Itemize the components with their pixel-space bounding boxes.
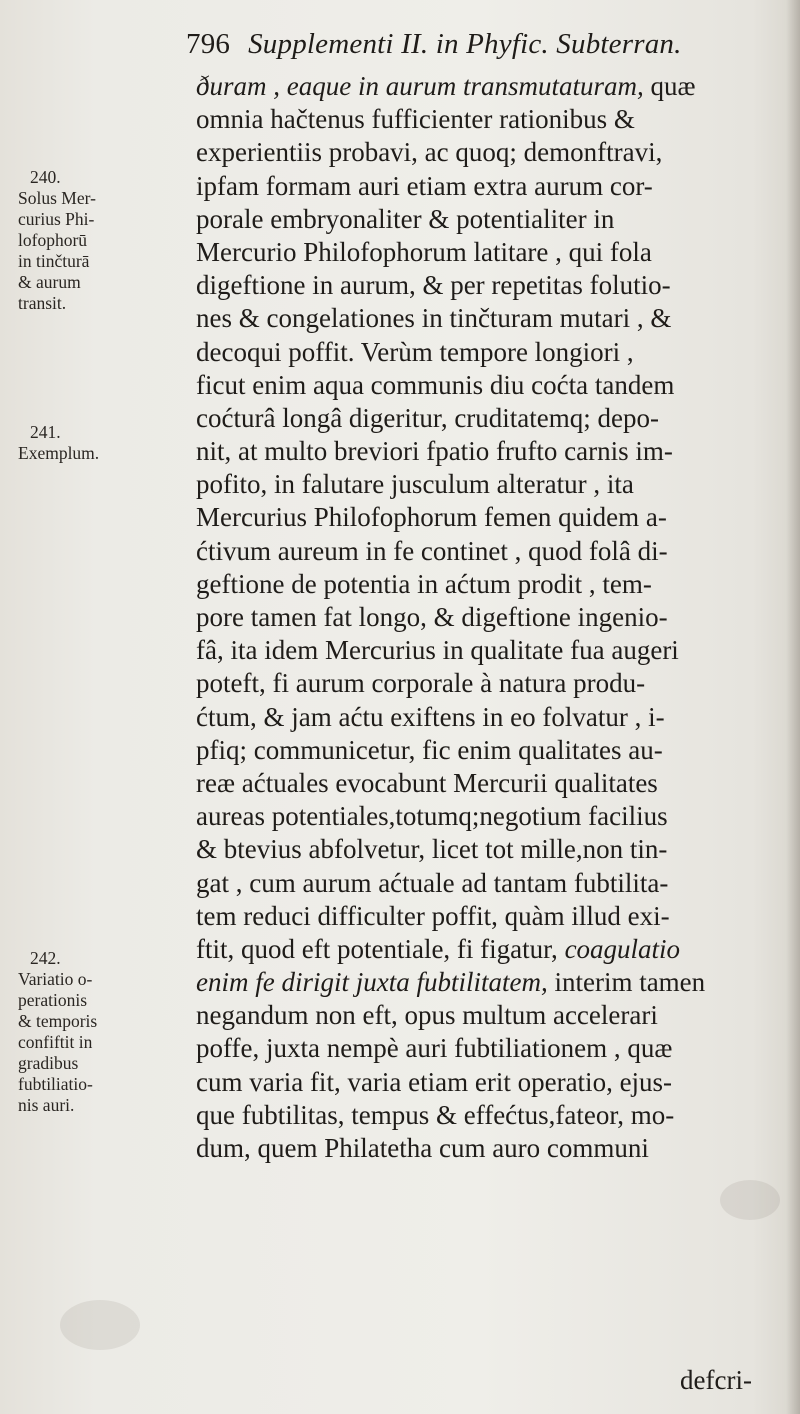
margin-note-line: confiftit in (18, 1032, 93, 1052)
margin-note-line: gradibus (18, 1053, 79, 1073)
text-line: decoqui poffit. Verùm tempore longiori , (196, 336, 634, 367)
page-number: 796 (186, 28, 231, 60)
text-line: geftione de potentia in aćtum prodit , tem- (196, 568, 652, 599)
text-line: tem reduci difficulter poffit, quàm illud exi- (196, 900, 670, 931)
margin-note-line: nis auri. (18, 1095, 75, 1115)
text-line: nes & congelationes in tinčturam mutari , & (196, 303, 672, 334)
margin-note-line: Exemplum. (18, 443, 100, 463)
margin-note-line: in tinčturā (18, 251, 90, 271)
paper-smudge (60, 1300, 140, 1350)
running-title: Supplementi II. in Phyfic. Subterran. (248, 28, 682, 60)
text-line: experientiis probavi, ac quoq; demonftravi, (196, 137, 663, 168)
text-line: ðuram , eaque in aurum transmutaturam, quæ (196, 71, 696, 101)
margin-note-number: 242. (30, 948, 61, 968)
text-line: enim fe dirigit juxta fubtilitatem, interim tamen (196, 967, 706, 998)
text-line: ficut enim aqua communis diu coćta tandem (196, 369, 675, 400)
text-line: negandum non eft, opus multum accelerari (196, 1000, 658, 1031)
italic-text: ðuram , eaque in aurum transmutaturam, (196, 71, 644, 101)
margin-notes (0, 0, 190, 1414)
margin-note-line: curius Phi- (18, 209, 95, 229)
margin-note-240 (18, 167, 188, 314)
text-line: fâ, ita idem Mercurius in qualitate fua augeri (196, 635, 679, 666)
text-line: que fubtilitas, tempus & effećtus,fateor, mo- (196, 1099, 675, 1130)
text-line: ćtivum aureum in fe continet , quod folâ di- (196, 535, 668, 566)
text-line: digeftione in aurum, & per repetitas folutio- (196, 270, 671, 301)
text-line: pore tamen fat longo, & digeftione ingenio- (196, 602, 668, 632)
margin-note-number: 240. (30, 167, 61, 187)
paper-smudge (720, 1180, 780, 1220)
margin-note-241 (18, 422, 188, 464)
text-line: ipfam formam auri etiam extra aurum cor- (196, 170, 653, 201)
margin-note-line: perationis (18, 990, 88, 1010)
text-line: reæ aćtuales evocabunt Mercurii qualitates (196, 767, 658, 798)
text-line: porale embryonaliter & potentialiter in (196, 203, 615, 234)
margin-note-line: Variatio o- (18, 969, 93, 989)
text-line: pofito, in falutare jusculum alteratur , ita (196, 469, 634, 500)
text-line: ćtum, & jam aćtu exiftens in eo folvatur , i- (196, 701, 665, 732)
margin-note-line: fubtiliatio- (18, 1074, 93, 1094)
text-line: poteft, fi aurum corporale à natura produ- (196, 668, 646, 699)
text-line: aureas potentiales,totumq;negotium facilius (196, 801, 668, 832)
text-line: poffe, juxta nempè auri fubtiliationem , quæ (196, 1033, 673, 1064)
text-line: cum varia fit, varia etiam erit operatio, ejus- (196, 1066, 673, 1097)
text-line: dum, quem Philatetha cum auro communi (196, 1133, 649, 1163)
text-line: ftit, quod eft potentiale, fi figatur, coagulatio (196, 933, 681, 964)
margin-note-line: & temporis (18, 1011, 98, 1031)
text-line: & btevius abfolvetur, licet tot mille,non tin- (196, 834, 668, 865)
margin-note-line: & aurum (18, 272, 81, 292)
italic-text: coagulatio (564, 933, 681, 964)
text-line: coćturâ longâ digeritur, cruditatemq; depo- (196, 402, 659, 433)
margin-note-line: lofophorū (18, 230, 88, 250)
text-line: pfiq; communicetur, fic enim qualitates au- (196, 734, 663, 765)
text-line: gat , cum aurum aćtuale ad tantam fubtilita- (196, 867, 669, 898)
margin-note-line: Solus Mer- (18, 188, 96, 208)
margin-note-number: 241. (30, 422, 61, 442)
margin-note-242 (18, 948, 188, 1116)
running-head (186, 28, 746, 61)
text-line: nit, at multo breviori fpatio frufto carnis im- (196, 436, 673, 467)
catchword: defcri- (680, 1365, 752, 1395)
italic-text: enim fe dirigit juxta fubtilitatem, (196, 967, 548, 998)
text-line: omnia hačtenus fufficienter rationibus & (196, 104, 635, 135)
body-text (196, 70, 796, 1165)
text-line: Mercurio Philofophorum latitare , qui fola (196, 236, 652, 267)
text-line: Mercurius Philofophorum femen quidem a- (196, 502, 667, 533)
margin-note-line: transit. (18, 293, 67, 313)
